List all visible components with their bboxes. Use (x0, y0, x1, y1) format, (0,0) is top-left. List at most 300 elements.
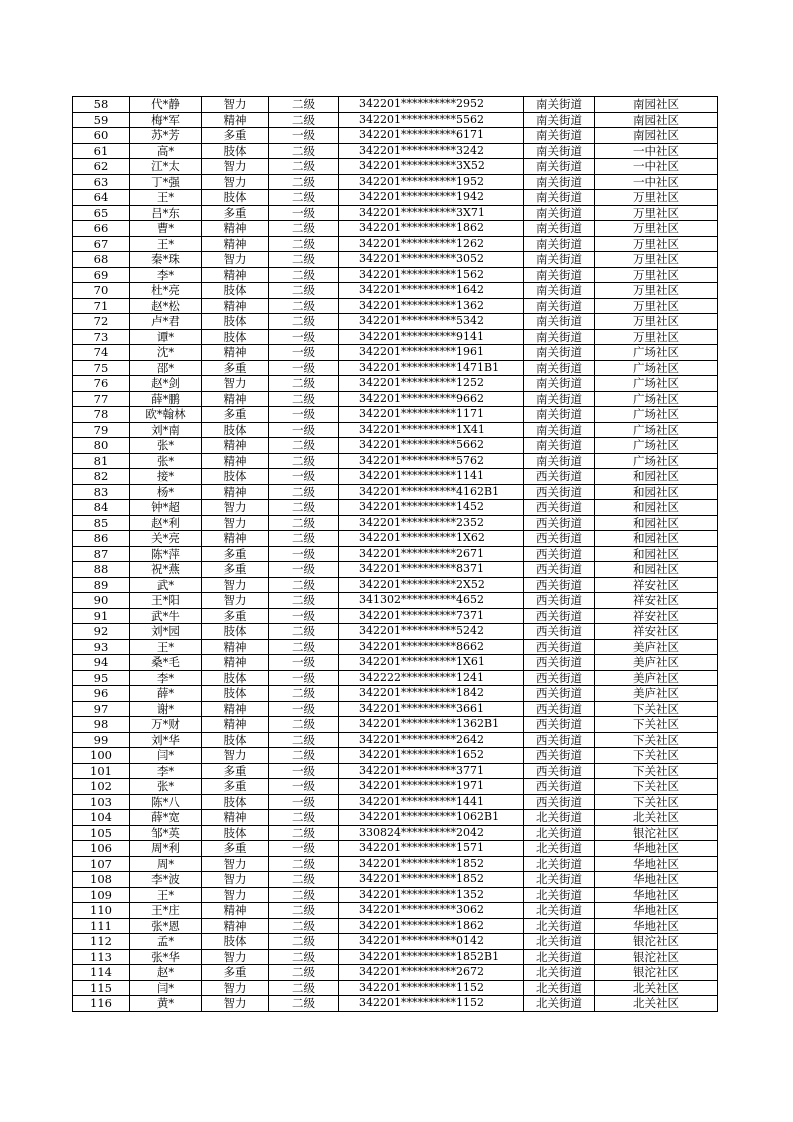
community-cell: 美庐社区 (595, 686, 718, 702)
grade-cell: 二级 (269, 236, 339, 252)
name-cell: 欧*翰林 (130, 407, 202, 423)
table-row (73, 283, 718, 299)
table-row (73, 624, 718, 640)
row-number-cell: 66 (73, 221, 130, 237)
disability-type-cell: 精神 (202, 221, 269, 237)
grade-cell: 一级 (269, 794, 339, 810)
disability-type-cell: 智力 (202, 500, 269, 516)
grade-cell: 二级 (269, 996, 339, 1012)
community-cell: 一中社区 (595, 174, 718, 190)
disability-records-table (72, 96, 718, 1012)
disability-type-cell: 智力 (202, 872, 269, 888)
name-cell: 高* (130, 143, 202, 159)
name-cell: 赵*利 (130, 515, 202, 531)
table-row (73, 391, 718, 407)
row-number-cell: 99 (73, 732, 130, 748)
community-cell: 广场社区 (595, 438, 718, 454)
row-number-cell: 94 (73, 655, 130, 671)
grade-cell: 二级 (269, 391, 339, 407)
subdistrict-cell: 南关街道 (524, 314, 595, 330)
grade-cell: 二级 (269, 717, 339, 733)
grade-cell: 二级 (269, 593, 339, 609)
community-cell: 下关社区 (595, 794, 718, 810)
subdistrict-cell: 西关街道 (524, 562, 595, 578)
name-cell: 杜*亮 (130, 283, 202, 299)
table-row (73, 965, 718, 981)
name-cell: 张*恩 (130, 918, 202, 934)
disability-type-cell: 多重 (202, 608, 269, 624)
subdistrict-cell: 西关街道 (524, 655, 595, 671)
grade-cell: 二级 (269, 965, 339, 981)
disability-type-cell: 智力 (202, 515, 269, 531)
disability-type-cell: 精神 (202, 918, 269, 934)
community-cell: 和园社区 (595, 484, 718, 500)
id-number-cell: 342201**********9141 (339, 329, 524, 345)
name-cell: 黄* (130, 996, 202, 1012)
grade-cell: 一级 (269, 407, 339, 423)
id-number-cell: 342201**********1141 (339, 469, 524, 485)
row-number-cell: 64 (73, 190, 130, 206)
name-cell: 谢* (130, 701, 202, 717)
grade-cell: 二级 (269, 159, 339, 175)
id-number-cell: 342201**********2352 (339, 515, 524, 531)
grade-cell: 二级 (269, 143, 339, 159)
id-number-cell: 342201**********1862 (339, 918, 524, 934)
disability-type-cell: 肢体 (202, 469, 269, 485)
subdistrict-cell: 南关街道 (524, 143, 595, 159)
table-row (73, 841, 718, 857)
row-number-cell: 83 (73, 484, 130, 500)
name-cell: 杨* (130, 484, 202, 500)
disability-type-cell: 肢体 (202, 314, 269, 330)
grade-cell: 二级 (269, 484, 339, 500)
subdistrict-cell: 西关街道 (524, 515, 595, 531)
grade-cell: 二级 (269, 810, 339, 826)
subdistrict-cell: 北关街道 (524, 996, 595, 1012)
table-row (73, 949, 718, 965)
id-number-cell: 342201**********1852 (339, 872, 524, 888)
row-number-cell: 80 (73, 438, 130, 454)
disability-type-cell: 智力 (202, 577, 269, 593)
disability-type-cell: 肢体 (202, 825, 269, 841)
grade-cell: 一级 (269, 670, 339, 686)
disability-type-cell: 精神 (202, 484, 269, 500)
row-number-cell: 112 (73, 934, 130, 950)
row-number-cell: 61 (73, 143, 130, 159)
community-cell: 广场社区 (595, 391, 718, 407)
disability-type-cell: 智力 (202, 949, 269, 965)
name-cell: 王*阳 (130, 593, 202, 609)
grade-cell: 二级 (269, 298, 339, 314)
row-number-cell: 86 (73, 531, 130, 547)
row-number-cell: 101 (73, 763, 130, 779)
id-number-cell: 342201**********2X52 (339, 577, 524, 593)
community-cell: 广场社区 (595, 407, 718, 423)
id-number-cell: 342201**********1441 (339, 794, 524, 810)
community-cell: 和园社区 (595, 469, 718, 485)
grade-cell: 二级 (269, 577, 339, 593)
community-cell: 南园社区 (595, 128, 718, 144)
id-number-cell: 342201**********1171 (339, 407, 524, 423)
disability-type-cell: 多重 (202, 205, 269, 221)
table-row (73, 531, 718, 547)
disability-type-cell: 智力 (202, 159, 269, 175)
table-row (73, 267, 718, 283)
table-row (73, 329, 718, 345)
row-number-cell: 71 (73, 298, 130, 314)
row-number-cell: 59 (73, 112, 130, 128)
id-number-cell: 342201**********1X61 (339, 655, 524, 671)
row-number-cell: 78 (73, 407, 130, 423)
disability-type-cell: 精神 (202, 903, 269, 919)
subdistrict-cell: 北关街道 (524, 965, 595, 981)
community-cell: 下关社区 (595, 701, 718, 717)
grade-cell: 二级 (269, 112, 339, 128)
subdistrict-cell: 北关街道 (524, 856, 595, 872)
grade-cell: 二级 (269, 252, 339, 268)
name-cell: 钟*超 (130, 500, 202, 516)
name-cell: 赵*松 (130, 298, 202, 314)
name-cell: 赵* (130, 965, 202, 981)
table-row (73, 112, 718, 128)
grade-cell: 一级 (269, 360, 339, 376)
subdistrict-cell: 南关街道 (524, 422, 595, 438)
name-cell: 苏*芳 (130, 128, 202, 144)
subdistrict-cell: 南关街道 (524, 376, 595, 392)
name-cell: 刘*南 (130, 422, 202, 438)
community-cell: 万里社区 (595, 283, 718, 299)
grade-cell: 二级 (269, 190, 339, 206)
subdistrict-cell: 北关街道 (524, 918, 595, 934)
community-cell: 美庐社区 (595, 670, 718, 686)
community-cell: 下关社区 (595, 732, 718, 748)
disability-type-cell: 肢体 (202, 732, 269, 748)
disability-type-cell: 肢体 (202, 283, 269, 299)
name-cell: 闫* (130, 980, 202, 996)
subdistrict-cell: 西关街道 (524, 779, 595, 795)
id-number-cell: 342201**********3242 (339, 143, 524, 159)
id-number-cell: 342201**********3052 (339, 252, 524, 268)
subdistrict-cell: 南关街道 (524, 438, 595, 454)
community-cell: 华地社区 (595, 841, 718, 857)
id-number-cell: 342201**********1262 (339, 236, 524, 252)
grade-cell: 二级 (269, 856, 339, 872)
subdistrict-cell: 南关街道 (524, 190, 595, 206)
subdistrict-cell: 南关街道 (524, 252, 595, 268)
row-number-cell: 87 (73, 546, 130, 562)
name-cell: 王* (130, 887, 202, 903)
subdistrict-cell: 北关街道 (524, 841, 595, 857)
disability-type-cell: 多重 (202, 360, 269, 376)
disability-type-cell: 精神 (202, 717, 269, 733)
name-cell: 祝*燕 (130, 562, 202, 578)
table-row (73, 438, 718, 454)
grade-cell: 一级 (269, 345, 339, 361)
id-number-cell: 342201**********3661 (339, 701, 524, 717)
id-number-cell: 342201**********5242 (339, 624, 524, 640)
row-number-cell: 108 (73, 872, 130, 888)
subdistrict-cell: 南关街道 (524, 407, 595, 423)
table-row (73, 345, 718, 361)
grade-cell: 二级 (269, 686, 339, 702)
id-number-cell: 342201**********1X41 (339, 422, 524, 438)
row-number-cell: 113 (73, 949, 130, 965)
table-row (73, 484, 718, 500)
community-cell: 祥安社区 (595, 593, 718, 609)
id-number-cell: 342201**********1842 (339, 686, 524, 702)
disability-type-cell: 精神 (202, 453, 269, 469)
row-number-cell: 89 (73, 577, 130, 593)
name-cell: 万*财 (130, 717, 202, 733)
subdistrict-cell: 西关街道 (524, 717, 595, 733)
row-number-cell: 75 (73, 360, 130, 376)
table-row (73, 980, 718, 996)
name-cell: 接* (130, 469, 202, 485)
subdistrict-cell: 南关街道 (524, 236, 595, 252)
subdistrict-cell: 北关街道 (524, 949, 595, 965)
table-row (73, 236, 718, 252)
grade-cell: 二级 (269, 267, 339, 283)
table-row (73, 159, 718, 175)
table-row (73, 314, 718, 330)
disability-type-cell: 多重 (202, 779, 269, 795)
grade-cell: 二级 (269, 887, 339, 903)
subdistrict-cell: 南关街道 (524, 360, 595, 376)
community-cell: 广场社区 (595, 360, 718, 376)
id-number-cell: 342201**********1852B1 (339, 949, 524, 965)
disability-type-cell: 肢体 (202, 624, 269, 640)
table-row (73, 593, 718, 609)
row-number-cell: 60 (73, 128, 130, 144)
row-number-cell: 93 (73, 639, 130, 655)
subdistrict-cell: 西关街道 (524, 670, 595, 686)
disability-type-cell: 多重 (202, 965, 269, 981)
community-cell: 华地社区 (595, 856, 718, 872)
row-number-cell: 68 (73, 252, 130, 268)
name-cell: 张*华 (130, 949, 202, 965)
community-cell: 美庐社区 (595, 655, 718, 671)
row-number-cell: 106 (73, 841, 130, 857)
grade-cell: 二级 (269, 500, 339, 516)
table-row (73, 515, 718, 531)
name-cell: 李*波 (130, 872, 202, 888)
name-cell: 桑*毛 (130, 655, 202, 671)
id-number-cell: 342201**********1852 (339, 856, 524, 872)
table-row (73, 779, 718, 795)
grade-cell: 二级 (269, 903, 339, 919)
name-cell: 丁*强 (130, 174, 202, 190)
disability-type-cell: 智力 (202, 593, 269, 609)
table-row (73, 577, 718, 593)
subdistrict-cell: 西关街道 (524, 794, 595, 810)
id-number-cell: 342201**********6171 (339, 128, 524, 144)
table-row (73, 97, 718, 113)
row-number-cell: 82 (73, 469, 130, 485)
row-number-cell: 90 (73, 593, 130, 609)
disability-type-cell: 精神 (202, 267, 269, 283)
name-cell: 王* (130, 236, 202, 252)
community-cell: 银沱社区 (595, 825, 718, 841)
name-cell: 赵*剑 (130, 376, 202, 392)
name-cell: 刘*华 (130, 732, 202, 748)
table-row (73, 422, 718, 438)
subdistrict-cell: 南关街道 (524, 174, 595, 190)
grade-cell: 一级 (269, 841, 339, 857)
row-number-cell: 97 (73, 701, 130, 717)
table-row (73, 360, 718, 376)
community-cell: 和园社区 (595, 515, 718, 531)
table-row (73, 174, 718, 190)
community-cell: 南园社区 (595, 112, 718, 128)
subdistrict-cell: 北关街道 (524, 825, 595, 841)
table-row (73, 546, 718, 562)
disability-type-cell: 肢体 (202, 934, 269, 950)
disability-type-cell: 精神 (202, 655, 269, 671)
grade-cell: 一级 (269, 469, 339, 485)
grade-cell: 一级 (269, 779, 339, 795)
id-number-cell: 342201**********1952 (339, 174, 524, 190)
community-cell: 祥安社区 (595, 608, 718, 624)
disability-type-cell: 智力 (202, 376, 269, 392)
grade-cell: 二级 (269, 872, 339, 888)
grade-cell: 一级 (269, 422, 339, 438)
row-number-cell: 100 (73, 748, 130, 764)
name-cell: 李* (130, 670, 202, 686)
id-number-cell: 342201**********1642 (339, 283, 524, 299)
row-number-cell: 104 (73, 810, 130, 826)
id-number-cell: 342201**********1961 (339, 345, 524, 361)
grade-cell: 二级 (269, 949, 339, 965)
disability-type-cell: 肢体 (202, 794, 269, 810)
id-number-cell: 342201**********5342 (339, 314, 524, 330)
id-number-cell: 342201**********1971 (339, 779, 524, 795)
disability-type-cell: 多重 (202, 763, 269, 779)
table-row (73, 655, 718, 671)
disability-type-cell: 智力 (202, 980, 269, 996)
community-cell: 广场社区 (595, 453, 718, 469)
name-cell: 王* (130, 639, 202, 655)
name-cell: 曹* (130, 221, 202, 237)
disability-type-cell: 精神 (202, 810, 269, 826)
table-row (73, 298, 718, 314)
row-number-cell: 111 (73, 918, 130, 934)
id-number-cell: 341302**********4652 (339, 593, 524, 609)
subdistrict-cell: 西关街道 (524, 546, 595, 562)
id-number-cell: 342201**********1362B1 (339, 717, 524, 733)
table-row (73, 252, 718, 268)
table-row (73, 453, 718, 469)
row-number-cell: 85 (73, 515, 130, 531)
subdistrict-cell: 南关街道 (524, 283, 595, 299)
name-cell: 卢*君 (130, 314, 202, 330)
id-number-cell: 342201**********1252 (339, 376, 524, 392)
subdistrict-cell: 北关街道 (524, 934, 595, 950)
row-number-cell: 107 (73, 856, 130, 872)
id-number-cell: 342222**********1241 (339, 670, 524, 686)
subdistrict-cell: 北关街道 (524, 872, 595, 888)
subdistrict-cell: 南关街道 (524, 453, 595, 469)
disability-type-cell: 肢体 (202, 190, 269, 206)
grade-cell: 二级 (269, 918, 339, 934)
row-number-cell: 115 (73, 980, 130, 996)
community-cell: 下关社区 (595, 748, 718, 764)
row-number-cell: 81 (73, 453, 130, 469)
grade-cell: 二级 (269, 376, 339, 392)
community-cell: 一中社区 (595, 159, 718, 175)
community-cell: 万里社区 (595, 267, 718, 283)
table-row (73, 934, 718, 950)
disability-type-cell: 智力 (202, 174, 269, 190)
table-row (73, 748, 718, 764)
subdistrict-cell: 西关街道 (524, 639, 595, 655)
table-row (73, 639, 718, 655)
subdistrict-cell: 南关街道 (524, 267, 595, 283)
id-number-cell: 342201**********0142 (339, 934, 524, 950)
id-number-cell: 342201**********1062B1 (339, 810, 524, 826)
table-row (73, 887, 718, 903)
grade-cell: 一级 (269, 546, 339, 562)
id-number-cell: 342201**********5562 (339, 112, 524, 128)
community-cell: 下关社区 (595, 763, 718, 779)
row-number-cell: 76 (73, 376, 130, 392)
subdistrict-cell: 西关街道 (524, 624, 595, 640)
table-row (73, 190, 718, 206)
id-number-cell: 342201**********1362 (339, 298, 524, 314)
subdistrict-cell: 南关街道 (524, 112, 595, 128)
row-number-cell: 67 (73, 236, 130, 252)
disability-type-cell: 精神 (202, 112, 269, 128)
subdistrict-cell: 西关街道 (524, 686, 595, 702)
name-cell: 李* (130, 267, 202, 283)
row-number-cell: 73 (73, 329, 130, 345)
grade-cell: 二级 (269, 283, 339, 299)
grade-cell: 一级 (269, 701, 339, 717)
disability-type-cell: 肢体 (202, 686, 269, 702)
name-cell: 秦*珠 (130, 252, 202, 268)
disability-type-cell: 多重 (202, 128, 269, 144)
id-number-cell: 342201**********2952 (339, 97, 524, 113)
table-row (73, 205, 718, 221)
grade-cell: 二级 (269, 639, 339, 655)
community-cell: 万里社区 (595, 190, 718, 206)
grade-cell: 二级 (269, 748, 339, 764)
grade-cell: 二级 (269, 453, 339, 469)
name-cell: 江*太 (130, 159, 202, 175)
grade-cell: 二级 (269, 438, 339, 454)
disability-type-cell: 精神 (202, 298, 269, 314)
disability-type-cell: 智力 (202, 97, 269, 113)
name-cell: 陈*八 (130, 794, 202, 810)
row-number-cell: 92 (73, 624, 130, 640)
grade-cell: 二级 (269, 97, 339, 113)
id-number-cell: 342201**********1471B1 (339, 360, 524, 376)
name-cell: 张* (130, 779, 202, 795)
name-cell: 薛*鹏 (130, 391, 202, 407)
community-cell: 下关社区 (595, 779, 718, 795)
row-number-cell: 110 (73, 903, 130, 919)
grade-cell: 二级 (269, 515, 339, 531)
subdistrict-cell: 南关街道 (524, 391, 595, 407)
id-number-cell: 342201**********9662 (339, 391, 524, 407)
table-row (73, 608, 718, 624)
grade-cell: 二级 (269, 624, 339, 640)
id-number-cell: 342201**********8662 (339, 639, 524, 655)
community-cell: 广场社区 (595, 422, 718, 438)
id-number-cell: 342201**********7371 (339, 608, 524, 624)
community-cell: 和园社区 (595, 500, 718, 516)
disability-type-cell: 精神 (202, 639, 269, 655)
row-number-cell: 102 (73, 779, 130, 795)
